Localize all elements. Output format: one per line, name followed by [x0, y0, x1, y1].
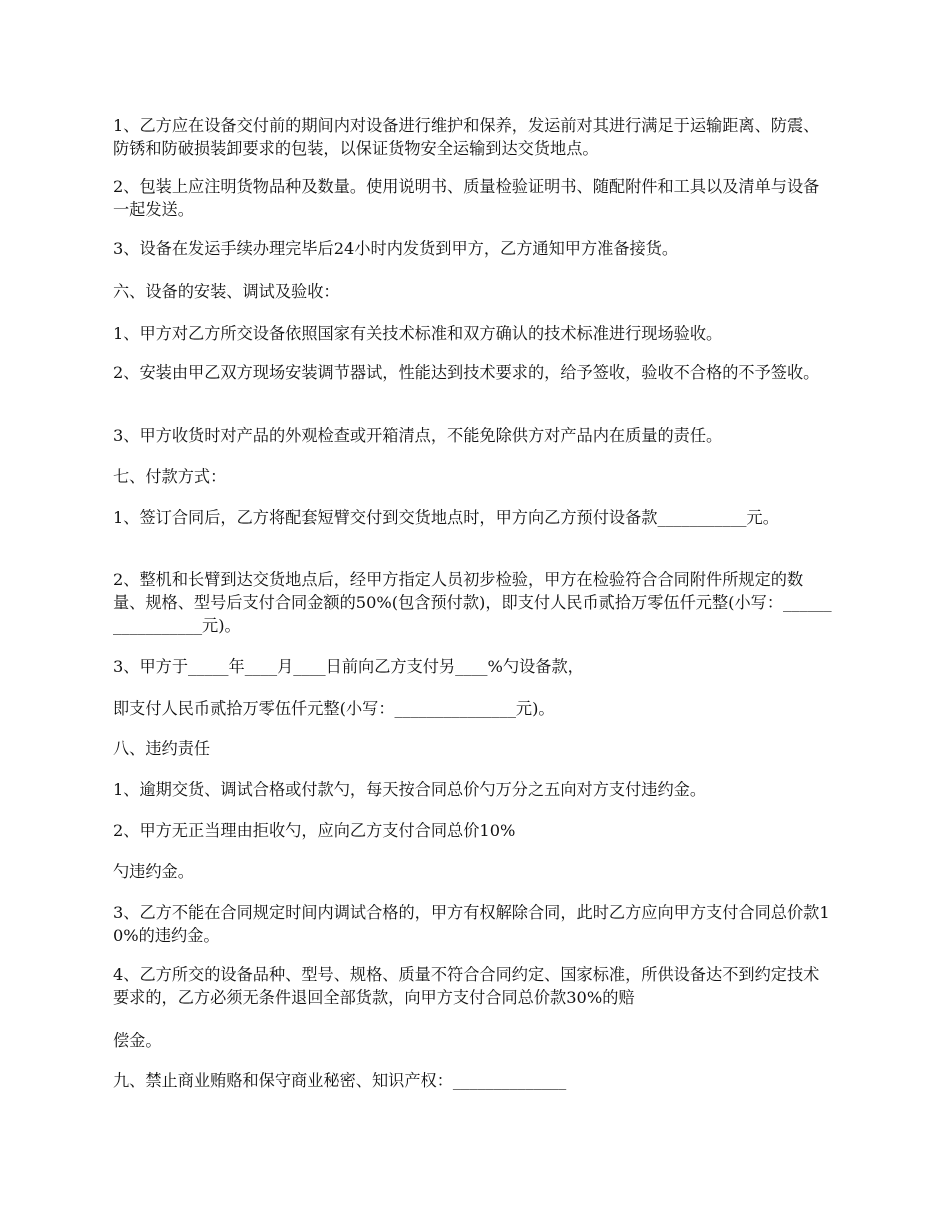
- section-heading-confidentiality: 九、禁止商业贿赂和保守商业秘密、知识产权：______________: [113, 1071, 567, 1090]
- paragraph-late-penalty: 1、逾期交货、调试合格或付款勺，每天按合同总价勺万分之五向对方支付违约金。: [113, 780, 707, 799]
- paragraph-delivery-maintenance: 1、乙方应在设备交付前的期间内对设备进行维护和保养，发运前对其进行满足于运输距离、防震、防锈和防破损装卸要求的包装，以保证货物安全运输到达交货地点。: [113, 116, 820, 158]
- section-heading-payment: 七、付款方式：: [113, 467, 227, 486]
- paragraph-inspection-responsibility: 3、甲方收货时对产品的外观检查或开箱清点，不能免除供方对产品内在质量的责任。: [113, 426, 723, 445]
- paragraph-debugging-failure: 3、乙方不能在合同规定时间内调试合格的，甲方有权解除合同，此时乙方应向甲方支付合同总价款10%的违约金。: [113, 903, 830, 945]
- paragraph-final-payment: 3、甲方于_____年____月____日前向乙方支付另____%勺设备款，: [113, 657, 584, 676]
- paragraph-nonconformity: 4、乙方所交的设备品种、型号、规格、质量不符合合同约定、国家标准，所供设备达不到约定技术要求的，乙方必须无条件退回全部货款，向甲方支付合同总价款30%的赔: [113, 965, 820, 1007]
- paragraph-refusal-penalty: 2、甲方无正当理由拒收勺，应向乙方支付合同总价10%: [113, 821, 516, 840]
- paragraph-acceptance-standard: 1、甲方对乙方所交设备依照国家有关技术标准和双方确认的技术标准进行现场验收。: [113, 324, 723, 343]
- paragraph-advance-payment: 1、签订合同后，乙方将配套短臂交付到交货地点时，甲方向乙方预付设备款___________元。: [113, 508, 779, 527]
- paragraph-second-payment: 2、整机和长臂到达交货地点后，经甲方指定人员初步检验，甲方在检验符合合同附件所规定的数量、规格、型号后支付合同金额的50%(包含预付款)，即支付人民币贰拾万零伍仟元整(小写：_________________元)。: [113, 570, 832, 635]
- paragraph-nonconformity-cont: 偿金。: [113, 1031, 162, 1050]
- section-heading-installation: 六、设备的安装、调试及验收：: [113, 282, 340, 301]
- paragraph-refusal-penalty-cont: 勺违约金。: [113, 862, 194, 881]
- paragraph-installation-debugging: 2、安装由甲乙双方现场安装调节器试，性能达到技术要求的，给予签收，验收不合格的不予签收。: [113, 363, 820, 382]
- paragraph-packaging-labels: 2、包装上应注明货物品种及数量。使用说明书、质量检验证明书、随配附件和工具以及清单与设备一起发送。: [113, 177, 820, 219]
- section-heading-liability: 八、违约责任: [113, 739, 211, 758]
- paragraph-shipping-time: 3、设备在发运手续办理完毕后24小时内发货到甲方，乙方通知甲方准备接货。: [113, 239, 679, 258]
- paragraph-final-payment-amount: 即支付人民币贰拾万零伍仟元整(小写：_______________元)。: [113, 699, 555, 718]
